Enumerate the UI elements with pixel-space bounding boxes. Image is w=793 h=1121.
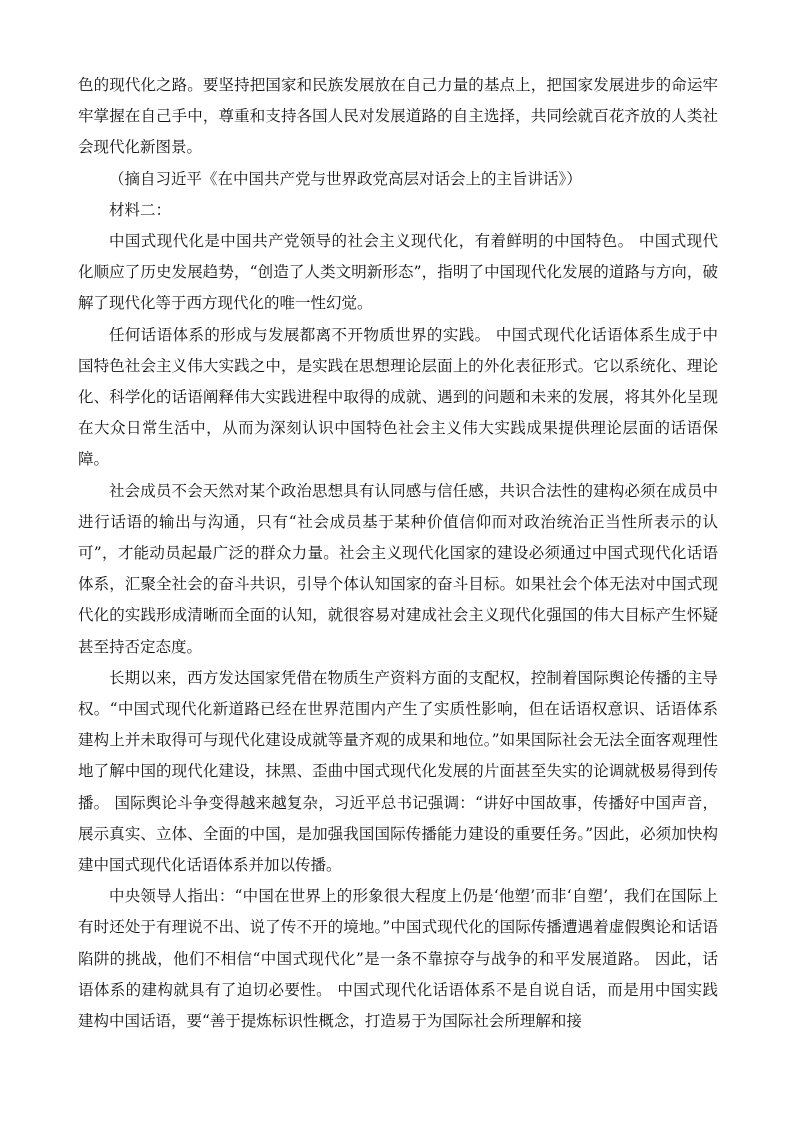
paragraph-material-two-heading: 材料二： — [109, 200, 172, 219]
paragraph-discourse-practice: 任何话语体系的形成与发展都离不开物质世界的实践。 中国式现代化话语体系生成于中国特色社会主义伟大实践之中，是实践在思想理论层面上的外化表征形式。它以系统化、理论化、科学化的话语阐释伟大实践进程中取得的成就、遇到的问题和未来的发展，将其外化呈现在大众日常生活中，从而为深刻认识中国特色社会主义伟大实践成果提供理论层面的话语保障。 — [78, 325, 718, 469]
paragraph-leader-quote: 中央领导人指出：“中国在世界上的形象很大程度上仍是‘他塑’而非‘自塑’，我们在国际上有时还处于有理说不出、说了传不开的境地。”中国式现代化的国际传播遭遇着虚假舆论和话语陷阱的挑战，他们不相信“中国式现代化”是一条不靠掠夺与战争的和平发展道路。 因此，话语体系的建构就具有了迫切必要性。 中国式现代化话语体系不是自说自话，而是用中国实践建构中国话语，要“善于提炼标识性概念，打造易于为国际社会所理解和接 — [78, 887, 718, 1031]
paragraph-international-discourse: 长期以来，西方发达国家凭借在物质生产资料方面的支配权，控制着国际舆论传播的主导权。“中国式现代化新道路已经在世界范围内产生了实质性影响，但在话语权意识、话语体系建构上并未取得可与现代化建设成就等量齐观的成果和地位。”如果国际社会无法全面客观理性地了解中国的现代化建设，抹黑、歪曲中国式现代化发展的片面甚至失实的论调就极易得到传播。 国际舆论斗争变得越来越复杂，习近平总书记强调：“讲好中国故事，传播好中国声音，展示真实、立体、全面的中国，是加强我国国际传播能力建设的重要任务。”因此，必须加快构建中国式现代化话语体系并加以传播。 — [78, 668, 718, 875]
document-page — [78, 70, 718, 1037]
paragraph-chinese-modernization: 中国式现代化是中国共产党领导的社会主义现代化，有着鲜明的中国特色。 中国式现代化顺应了历史发展趋势，“创造了人类文明新形态”，指明了中国现代化发展的道路与方向，破解了现代化等于西方现代化的唯一性幻觉。 — [78, 232, 718, 313]
paragraph-social-consensus: 社会成员不会天然对某个政治思想具有认同感与信任感，共识合法性的建构必须在成员中进行话语的输出与沟通，只有“社会成员基于某种价值信仰而对政治统治正当性所表示的认可”，才能动员起最广泛的群众力量。社会主义现代化国家的建设必须通过中国式现代化话语体系，汇聚全社会的奋斗共识，引导个体认知国家的奋斗目标。如果社会个体无法对中国式现代化的实践形成清晰而全面的认知，就很容易对建成社会主义现代化强国的伟大目标产生怀疑甚至持否定态度。 — [78, 481, 718, 656]
paragraph-source-citation: （摘自习近平《在中国共产党与世界政党高层对话会上的主旨讲话》） — [109, 169, 582, 188]
paragraph-continuation: 色的现代化之路。要坚持把国家和民族发展放在自己力量的基点上，把国家发展进步的命运牢牢掌握在自己手中，尊重和支持各国人民对发展道路的自主选择，共同绘就百花齐放的人类社会现代化新图景。 — [78, 76, 718, 157]
